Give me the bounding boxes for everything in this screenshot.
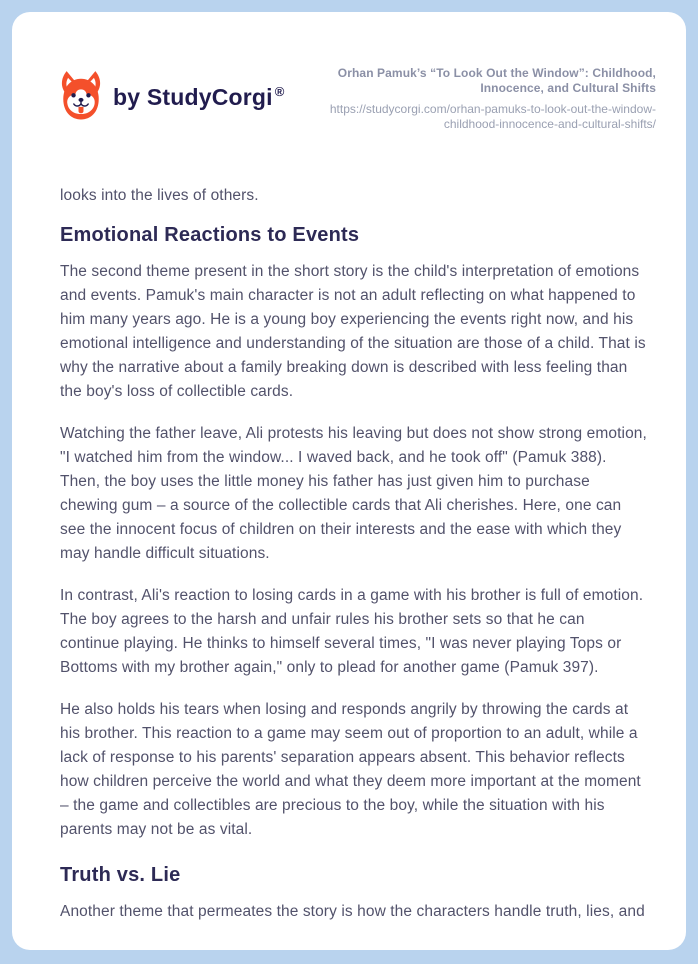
paragraph: In contrast, Ali's reaction to losing cards in a game with his brother is full of emotion. The boy agrees to the harsh and unfair rules his brother sets so that he can continue playing. He thinks to himself several times, "I was never playing Tops or Bottoms with my brother again," only to plead for another game (Pamuk 397). [60, 587, 644, 676]
paragraph: The second theme present in the short story is the child's interpretation of emotions and events. Pamuk's main character is not an adult reflecting on what happened to him many years ago. He is a young boy experiencing the events right now, and his emotional intelligence and understanding of the situation are those of a child. That is why the narrative about a family breaking down is described with less feeling than the boy's loss of collectible cards. [60, 263, 646, 400]
paragraph: He also holds his tears when losing and responds angrily by throwing the cards at his brother. This reaction to a game may seem out of proportion to an adult, while a lack of response to his parents' separation appears absent. This behavior reflects how children perceive the world and what they deem more important at the moment – the game and collectibles are precious to the boy, while the situation with his parents may not be as vital. [60, 701, 641, 838]
paragraph-fragment: Another theme that permeates the story is how the characters handle truth, lies, and [60, 903, 645, 920]
document-meta [311, 66, 656, 132]
document-url-link[interactable]: https://studycorgi.com/orhan-pamuks-to-look-out-the-window-childhood-innocence-and-cultural-shifts/ [329, 102, 656, 131]
section-heading-emotional-reactions: Emotional Reactions to Events [60, 224, 360, 246]
brand-logo [58, 70, 285, 124]
registered-mark: ® [274, 83, 285, 99]
brand-text: by StudyCorgi ® [113, 83, 285, 110]
corgi-icon [58, 70, 104, 124]
document-card [12, 12, 686, 950]
article-body [60, 184, 648, 924]
section-heading-truth-vs-lie: Truth vs. Lie [60, 864, 181, 886]
paragraph-fragment: looks into the lives of others. [60, 187, 259, 204]
paragraph: Watching the father leave, Ali protests his leaving but does not show strong emotion, "I watched him from the window... I waved back, and he took off" (Pamuk 388). Then, the boy uses the little money his father has just given him to purchase chewing gum – a source of the collectible cards that Ali cherishes. Here, one can see the innocent focus of children on their interests and the ease with which they may handle difficult situations. [60, 425, 647, 562]
document-title: Orhan Pamuk’s “To Look Out the Window”: Childhood, Innocence, and Cultural Shifts [337, 66, 656, 95]
